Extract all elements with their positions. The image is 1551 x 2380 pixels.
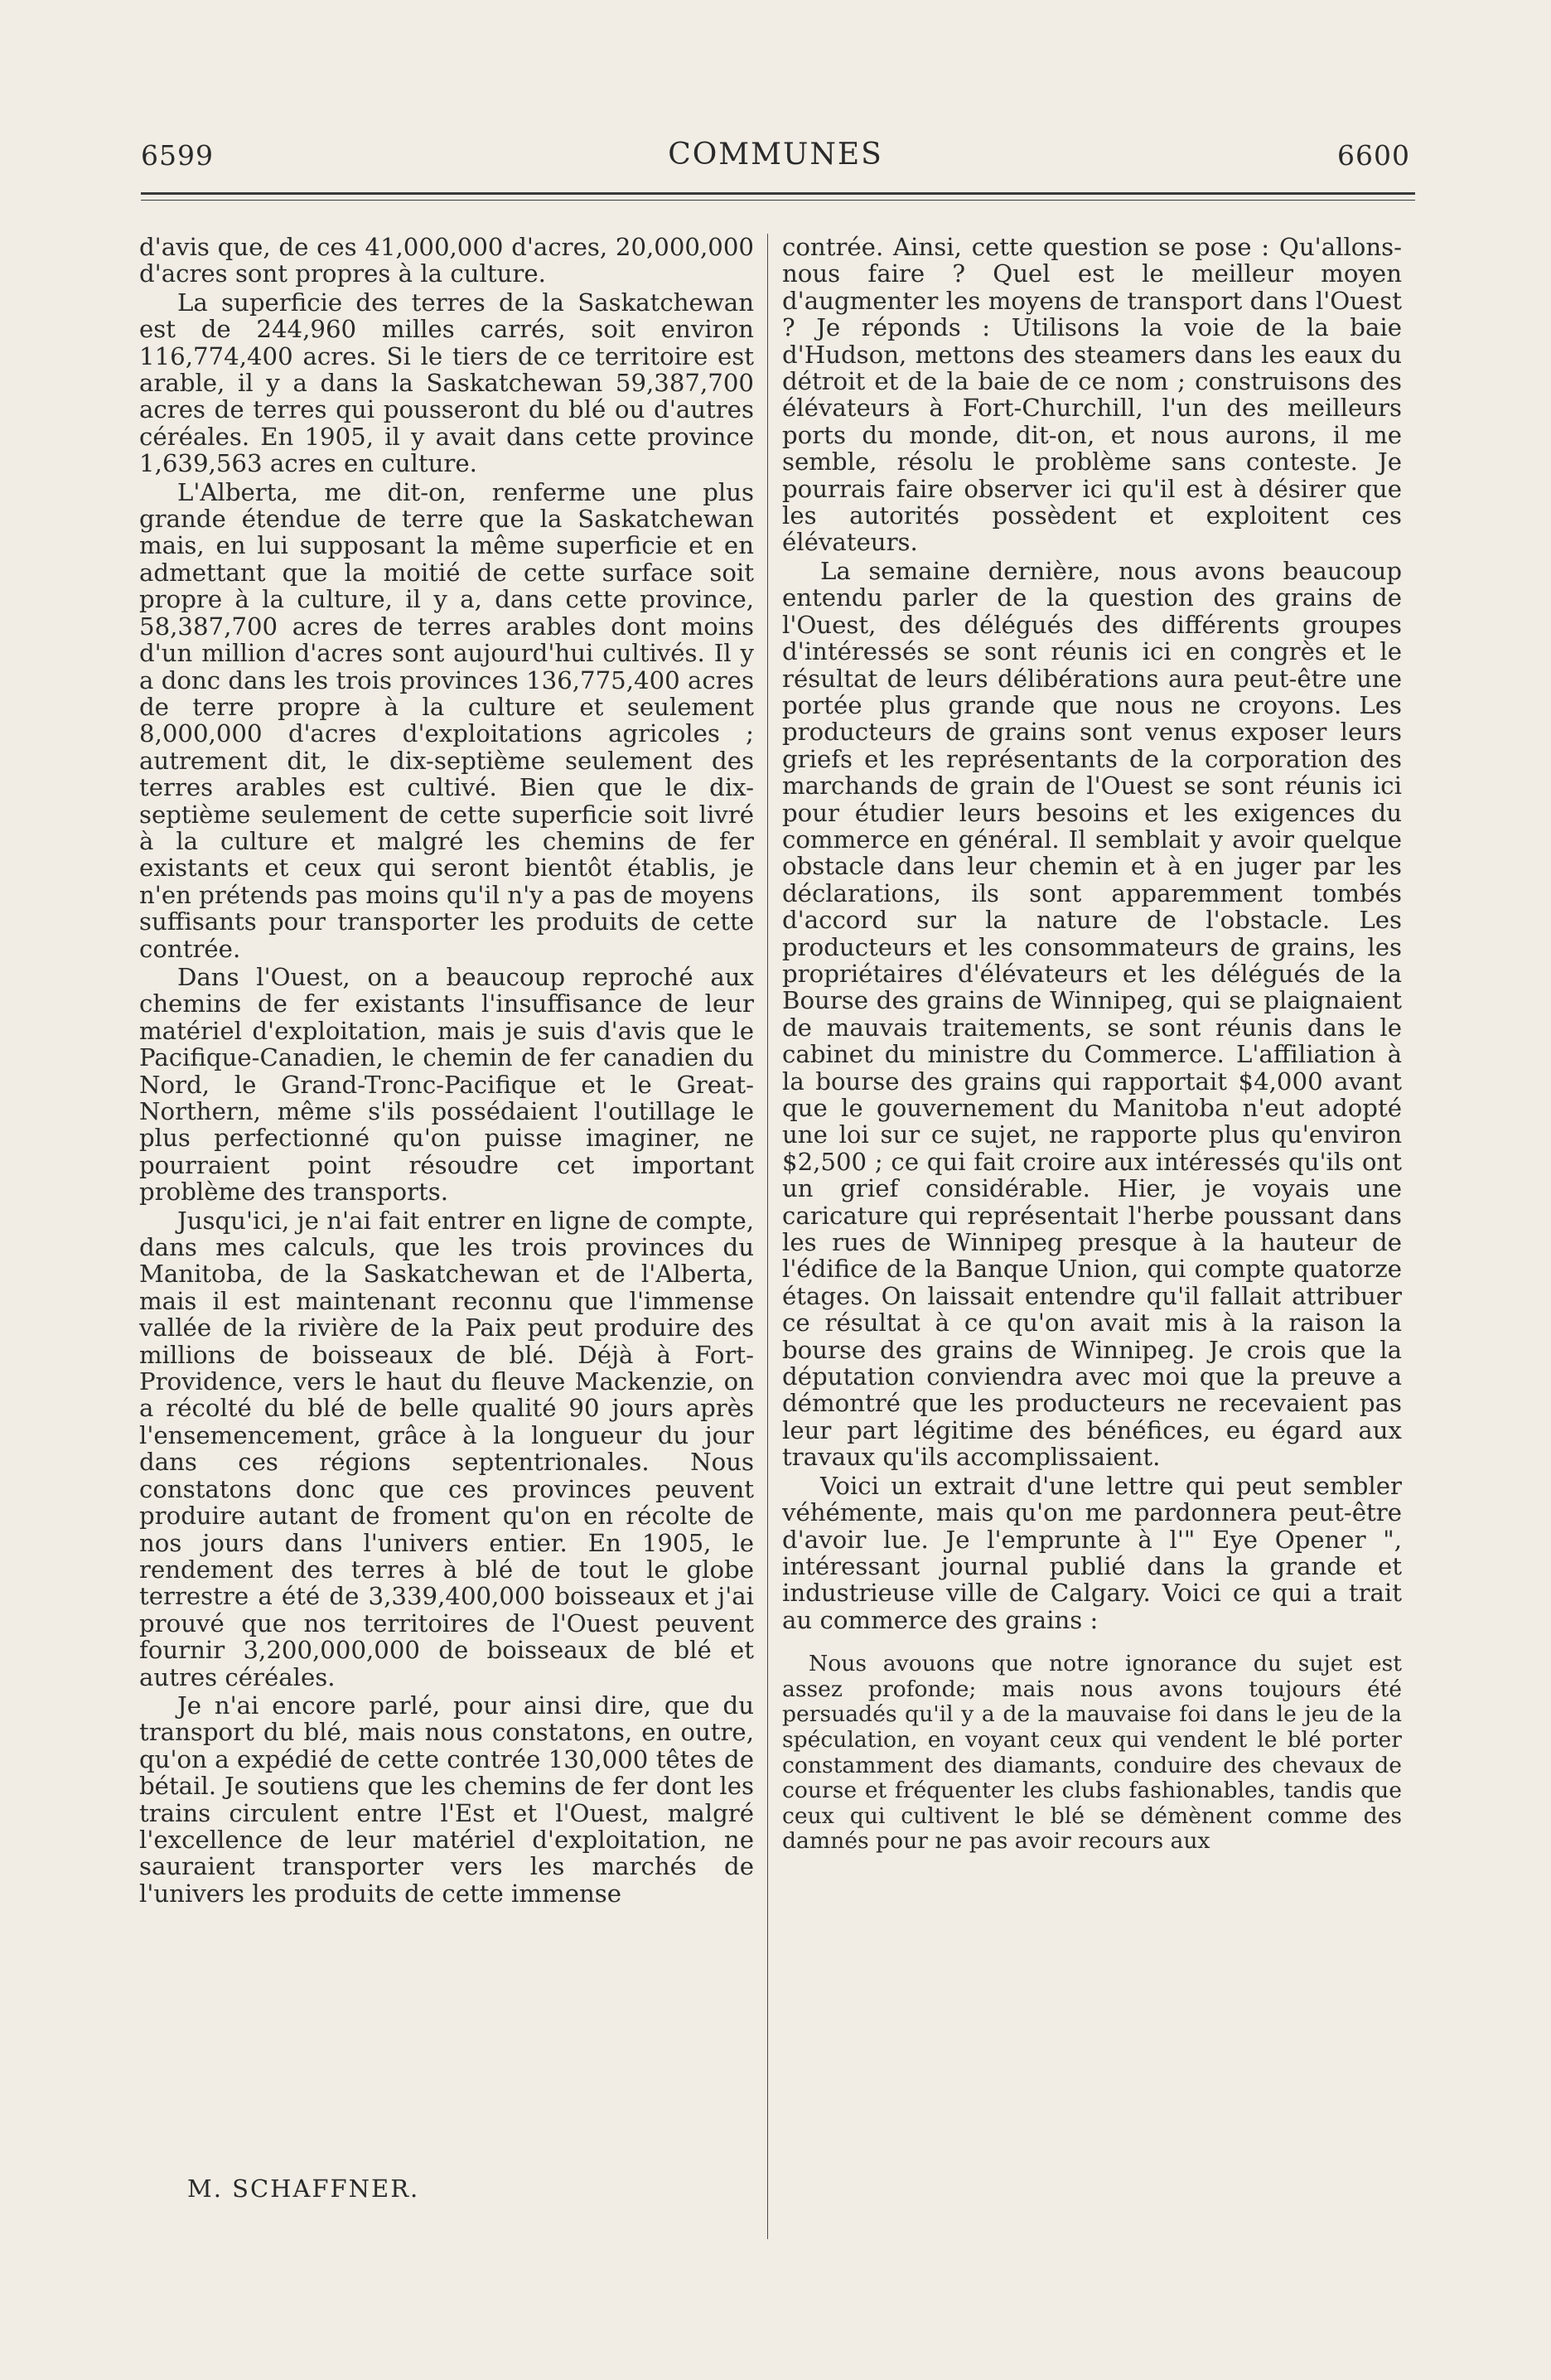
speaker-signature: M. SCHAFFNER.	[187, 2174, 420, 2203]
paragraph: Jusqu'ici, je n'ai fait entrer en ligne de compte, dans mes calculs, que les trois provinces du Manitoba, de la Saskatchewan et de l'Alberta, mais il est maintenant reconnu que l'immense vallée de la rivière de la Paix peut produire des millions de boisseaux de blé. Déjà à Fort-Providence, vers le haut du fleuve Mackenzie, on a récolté du blé de belle qualité 90 jours après l'ensemencement, grâce à la longueur du jour dans ces régions septentrionales. Nous constatons donc que ces provinces peuvent produire autant de froment qu'on en récolte de nos jours dans l'univers entier. En 1905, le rendement des terres à blé de tout le globe terrestre a été de 3,339,400,000 boisseaux et j'ai prouvé que nos territoires de l'Ouest peuvent fournir 3,200,000,000 de boisseaux de blé et autres céréales.	[139, 1206, 754, 1691]
paragraph: L'Alberta, me dit-on, renferme une plus grande étendue de terre que la Saskatchewan mais, en lui supposant la même superficie et en admettant que la moitié de cette surface soit propre à la culture, il y a, dans cette province, 58,387,700 acres de terres arables dont moins d'un million d'acres sont aujourd'hui cultivés. Il y a donc dans les trois provinces 136,775,400 acres de terre propre à la culture et seulement 8,000,000 d'acres d'exploitations agricoles ; autrement dit, le dix-septième seulement des terres arables est cultivé. Bien que le dix-septième seulement de cette superficie soit livré à la culture et malgré les chemins de fer existants et ceux qui seront bientôt établis, je n'en prétends pas moins qu'il n'y a pas de moyens suffisants pour transporter les produits de cette contrée.	[139, 477, 754, 963]
header-rule-thin	[141, 200, 1415, 201]
paragraph: d'avis que, de ces 41,000,000 d'acres, 20,000,000 d'acres sont propres à la culture.	[139, 233, 754, 288]
right-column	[782, 234, 1402, 1855]
paragraph: Dans l'Ouest, on a beaucoup reproché aux chemins de fer existants l'insuffisance de leur matériel d'exploitation, mais je suis d'avis que le Pacifique-Canadien, le chemin de fer canadien du Nord, le Grand-Tronc-Pacifique et le Great-Northern, même s'ils possédaient l'outillage le plus perfectionné qu'on puisse imaginer, ne pourraient point résoudre cet important problème des transports.	[139, 962, 754, 1207]
paragraph: La semaine dernière, nous avons beaucoup entendu parler de la question des grains de l'Ouest, des délégués des différents groupes d'intéressés se sont réunis ici en congrès et le résultat de leurs délibérations aura peut-être une portée plus grande que nous ne croyons. Les producteurs de grains sont venus exposer leurs griefs et les représentants de la corporation des marchands de grain de l'Ouest se sont réunis ici pour étudier leurs besoins et les exigences du commerce en général. Il semblait y avoir quelque obstacle dans leur chemin et à en juger par les déclarations, ils sont apparemment tombés d'accord sur la nature de l'obstacle. Les producteurs et les consommateurs de grains, les propriétaires d'élévateurs et les délégués de la Bourse des grains de Winnipeg, qui se plaignaient de mauvais traitements, se sont réunis dans le cabinet du ministre du Commerce. L'affiliation à la bourse des grains qui rapportait $4,000 avant que le gouvernement du Manitoba n'eut adopté une loi sur ce sujet, ne rapporte plus qu'environ $2,500 ; ce qui fait croire aux intéressés qu'ils ont un grief considérable. Hier, je voyais une caricature qui représentait l'herbe poussant dans les rues de Winnipeg presque à la hauteur de l'édifice de la Banque Union, qui compte quatorze étages. On laissait entendre qu'il fallait attribuer ce résultat à ce qu'on avait mis à la raison la bourse des grains de Winnipeg. Je crois que la députation conviendra avec moi que la preuve a démontré que les producteurs ne recevaient pas leur part légitime des bénéfices, eu égard aux travaux qu'ils accomplissaient.	[782, 556, 1402, 1472]
paragraph: Voici un extrait d'une lettre qui peut sembler véhémente, mais qu'on me pardonnera peut-être d'avoir lue. Je l'emprunte à l'" Eye Opener ", intéressant journal publié dans la grande et industrieuse ville de Calgary. Voici ce qui a trait au commerce des grains :	[782, 1471, 1402, 1634]
header-rule-thick	[141, 192, 1415, 195]
page-number-right: 6600	[1337, 139, 1410, 172]
quoted-extract: Nous avouons que notre ignorance du sujet est assez profonde; mais nous avons toujours été persuadés qu'il y a de la mauvaise foi dans le jeu de la spéculation, en voyant ceux qui vendent le blé porter constamment des diamants, conduire des chevaux de course et fréquenter les clubs fashionables, tandis que ceux qui cultivent le blé se démènent comme des damnés pour ne pas avoir recours aux	[782, 1651, 1402, 1855]
left-column	[139, 234, 754, 1907]
paragraph: La superficie des terres de la Saskatchewan est de 244,960 milles carrés, soit environ 116,774,400 acres. Si le tiers de ce territoire est arable, il y a dans la Saskatchewan 59,387,700 acres de terres qui pousseront du blé ou d'autres céréales. En 1905, il y avait dans cette province 1,639,563 acres en culture.	[139, 288, 754, 478]
paragraph: Je n'ai encore parlé, pour ainsi dire, que du transport du blé, mais nous constatons, en outre, qu'on a expédié de cette contrée 130,000 têtes de bétail. Je soutiens que les chemins de fer dont les trains circulent entre l'Est et l'Ouest, malgré l'excellence de leur matériel d'exploitation, ne sauraient transporter vers les marchés de l'univers les produits de cette immense	[139, 1691, 754, 1908]
running-title: COMMUNES	[668, 138, 883, 172]
paragraph: contrée. Ainsi, cette question se pose : Qu'allons-nous faire ? Quel est le meilleur moyen d'augmenter les moyens de transport dans l'Ouest ? Je réponds : Utilisons la voie de la baie d'Hudson, mettons des steamers dans les eaux du détroit et de la baie de ce nom ; construisons des élévateurs à Fort-Churchill, l'un des meilleurs ports du monde, dit-on, et nous aurons, il me semble, résolu le problème sans conteste. Je pourrais faire observer ici qu'il est à désirer que les autorités possèdent et exploitent ces élévateurs.	[782, 233, 1402, 557]
page-number-left: 6599	[141, 139, 214, 172]
column-divider	[767, 234, 768, 2239]
